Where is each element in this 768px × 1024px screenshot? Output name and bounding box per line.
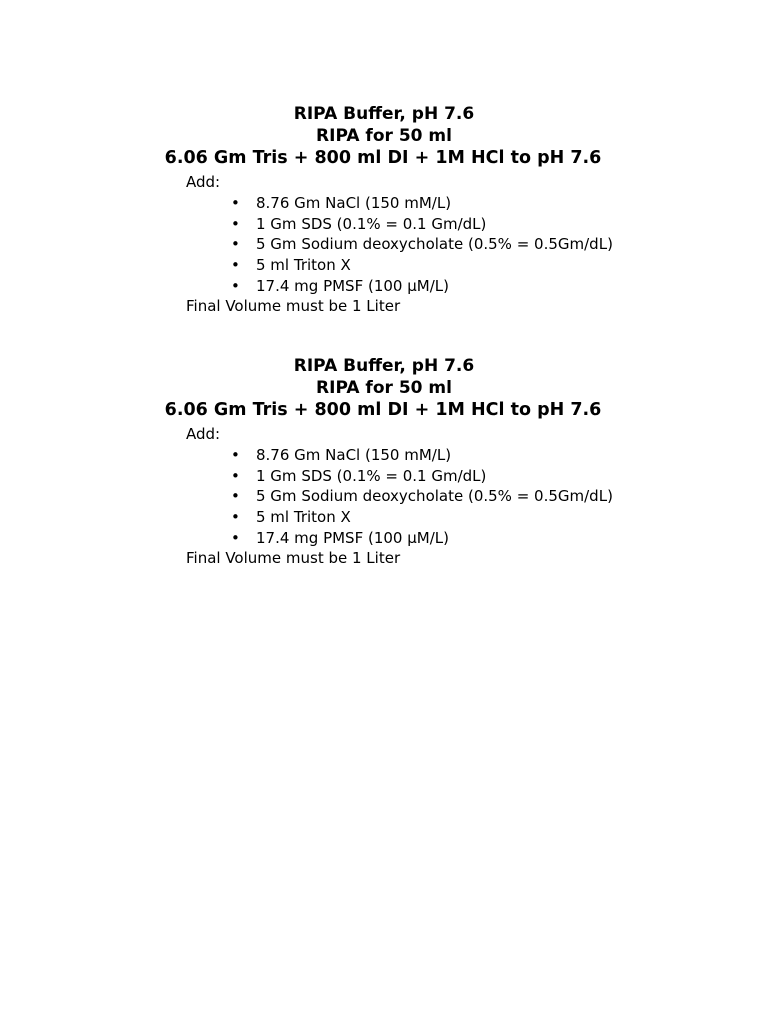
bullet-icon: •	[231, 487, 240, 505]
ingredient-text: 17.4 mg PMSF (100 µM/L)	[256, 277, 449, 295]
ingredient-text: 1 Gm SDS (0.1% = 0.1 Gm/dL)	[256, 215, 487, 233]
final-volume-note: Final Volume must be 1 Liter	[186, 549, 401, 567]
recipe-title: RIPA Buffer, pH 7.6	[293, 104, 475, 124]
ingredient-text: 5 Gm Sodium deoxycholate (0.5% = 0.5Gm/dL)	[256, 235, 613, 253]
ingredient-text: 8.76 Gm NaCl (150 mM/L)	[256, 194, 452, 212]
bullet-icon: •	[231, 256, 240, 274]
ingredient-text: 5 Gm Sodium deoxycholate (0.5% = 0.5Gm/dL)	[256, 487, 613, 505]
ingredient-item	[0, 235, 700, 255]
ingredient-text: 1 Gm SDS (0.1% = 0.1 Gm/dL)	[256, 467, 487, 485]
recipe-base-solution: 6.06 Gm Tris + 800 ml DI + 1M HCl to pH 7.6	[164, 400, 602, 420]
recipe-base-solution: 6.06 Gm Tris + 800 ml DI + 1M HCl to pH 7.6	[164, 148, 602, 168]
add-label: Add:	[186, 173, 221, 191]
bullet-icon: •	[231, 235, 240, 253]
ingredient-text: 5 ml Triton X	[256, 256, 351, 274]
ingredient-item	[0, 194, 700, 214]
ingredient-item	[0, 446, 700, 466]
ingredient-text: 17.4 mg PMSF (100 µM/L)	[256, 529, 449, 547]
ingredient-item	[0, 256, 700, 276]
final-volume-note: Final Volume must be 1 Liter	[186, 297, 401, 315]
ingredient-text: 5 ml Triton X	[256, 508, 351, 526]
recipe-title: RIPA Buffer, pH 7.6	[293, 356, 475, 376]
ingredient-item	[0, 467, 700, 487]
ingredient-item	[0, 487, 700, 507]
bullet-icon: •	[231, 508, 240, 526]
ingredient-item	[0, 529, 700, 549]
bullet-icon: •	[231, 446, 240, 464]
recipe-subtitle: RIPA for 50 ml	[316, 378, 452, 398]
bullet-icon: •	[231, 194, 240, 212]
add-label: Add:	[186, 425, 221, 443]
ingredient-item	[0, 508, 700, 528]
bullet-icon: •	[231, 215, 240, 233]
bullet-icon: •	[231, 277, 240, 295]
recipe-subtitle: RIPA for 50 ml	[316, 126, 452, 146]
bullet-icon: •	[231, 529, 240, 547]
ingredient-item	[0, 215, 700, 235]
ingredient-item	[0, 277, 700, 297]
bullet-icon: •	[231, 467, 240, 485]
ingredient-text: 8.76 Gm NaCl (150 mM/L)	[256, 446, 452, 464]
